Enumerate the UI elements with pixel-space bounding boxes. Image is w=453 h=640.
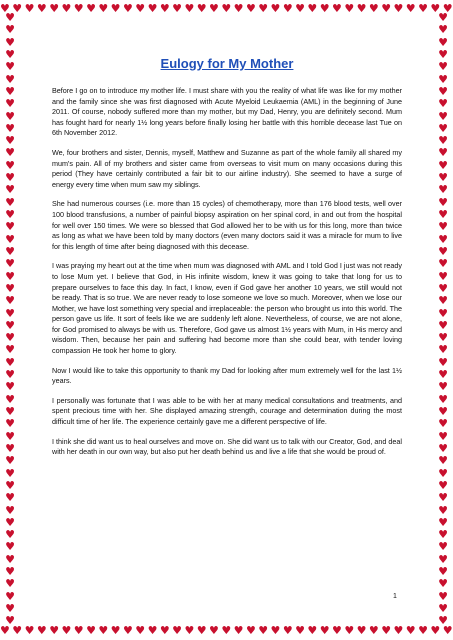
- heart-icon: ♥: [24, 624, 35, 637]
- heart-icon: ♥: [438, 60, 448, 74]
- heart-icon: ♥: [209, 624, 219, 637]
- heart-icon: ♥: [5, 12, 15, 24]
- heart-icon: ♥: [319, 624, 330, 637]
- heart-icon: ♥: [438, 417, 448, 431]
- heart-icon: ♥: [122, 624, 133, 637]
- heart-icon: ♥: [5, 478, 15, 492]
- heart-icon: ♥: [438, 208, 448, 221]
- paragraph-5: Now I would like to take this opportunity to thank my Dad for looking after mum extremely well for the last 1½ years.: [52, 365, 402, 386]
- heart-icon: ♥: [36, 624, 47, 637]
- heart-icon: ♥: [438, 540, 448, 554]
- heart-icon: ♥: [405, 2, 416, 15]
- heart-icon: ♥: [438, 146, 448, 160]
- heart-icon: ♥: [5, 244, 15, 258]
- heart-icon: ♥: [5, 257, 15, 271]
- heart-icon: ♥: [438, 171, 448, 185]
- heart-icon: ♥: [5, 72, 15, 86]
- heart-icon: ♥: [344, 624, 355, 637]
- paragraph-6: I personally was fortunate that I was able to be with her at many medical consultations and treatments, and spent precious time with her. She displayed amazing strength, courage and determination during the most difficult time of her life. The experience certainly gave me a different perspective of life.: [52, 395, 402, 427]
- heart-icon: ♥: [5, 589, 15, 603]
- heart-icon: ♥: [172, 624, 183, 637]
- heart-icon: ♥: [258, 624, 269, 637]
- heart-icon: ♥: [438, 158, 448, 172]
- heart-icon: ♥: [5, 47, 15, 61]
- heart-icon: ♥: [307, 624, 318, 637]
- heart-icon: ♥: [5, 171, 15, 185]
- heart-icon: ♥: [5, 109, 15, 123]
- heart-icon: ♥: [295, 624, 305, 637]
- heart-icon: ♥: [282, 2, 293, 15]
- heart-icon: ♥: [381, 2, 392, 15]
- heart-icon: ♥: [36, 2, 47, 15]
- heart-icon: ♥: [5, 232, 15, 246]
- heart-icon: ♥: [147, 624, 158, 637]
- heart-border-right: [436, 12, 450, 628]
- heart-icon: ♥: [245, 2, 256, 15]
- heart-icon: ♥: [418, 624, 428, 637]
- heart-icon: ♥: [368, 2, 379, 15]
- heart-icon: ♥: [438, 577, 448, 591]
- heart-icon: ♥: [5, 368, 15, 382]
- heart-icon: ♥: [438, 441, 448, 455]
- heart-icon: ♥: [0, 624, 10, 637]
- heart-icon: ♥: [438, 306, 448, 320]
- heart-icon: ♥: [5, 552, 15, 566]
- heart-icon: ♥: [430, 624, 441, 637]
- heart-icon: ♥: [368, 624, 379, 637]
- heart-icon: ♥: [344, 2, 355, 15]
- heart-icon: ♥: [418, 2, 428, 15]
- heart-icon: ♥: [159, 2, 170, 15]
- heart-icon: ♥: [405, 624, 416, 637]
- heart-icon: ♥: [438, 35, 448, 49]
- heart-icon: ♥: [12, 2, 23, 15]
- heart-icon: ♥: [61, 2, 72, 15]
- heart-icon: ♥: [438, 355, 448, 369]
- heart-icon: ♥: [5, 220, 15, 234]
- heart-icon: ♥: [438, 257, 448, 271]
- heart-icon: ♥: [438, 602, 448, 615]
- heart-border-top: [0, 2, 453, 16]
- heart-icon: ♥: [438, 294, 448, 308]
- document-body: [52, 22, 402, 617]
- heart-icon: ♥: [122, 2, 133, 15]
- heart-icon: ♥: [438, 281, 448, 295]
- heart-icon: ♥: [270, 2, 281, 15]
- heart-icon: ♥: [5, 331, 15, 345]
- paragraph-2: We, four brothers and sister, Dennis, myself, Matthew and Suzanne as part of the whole family all shared my mum's pain. All of my brothers and sister came from overseas to visit mum on many occasions during this period (They have certainly contributed a fair bit to our airline industry). She seemed to have a surge of energy every time when mum saw my siblings.: [52, 147, 402, 189]
- heart-icon: ♥: [172, 2, 183, 15]
- heart-icon: ♥: [245, 624, 256, 637]
- heart-icon: ♥: [381, 624, 392, 637]
- heart-icon: ♥: [5, 158, 15, 172]
- heart-icon: ♥: [86, 2, 96, 15]
- heart-icon: ♥: [5, 294, 15, 308]
- heart-icon: ♥: [5, 306, 15, 320]
- heart-icon: ♥: [5, 528, 15, 542]
- heart-icon: ♥: [5, 121, 15, 135]
- heart-icon: ♥: [233, 624, 244, 637]
- heart-icon: ♥: [98, 2, 109, 15]
- heart-icon: ♥: [5, 281, 15, 295]
- heart-icon: ♥: [438, 503, 448, 517]
- heart-icon: ♥: [332, 2, 342, 15]
- heart-icon: ♥: [438, 12, 448, 24]
- heart-icon: ♥: [184, 2, 195, 15]
- heart-icon: ♥: [438, 72, 448, 86]
- heart-icon: ♥: [438, 429, 448, 443]
- heart-icon: ♥: [159, 624, 170, 637]
- heart-icon: ♥: [5, 515, 15, 529]
- heart-icon: ♥: [196, 624, 207, 637]
- heart-icon: ♥: [209, 2, 219, 15]
- heart-icon: ♥: [0, 2, 10, 15]
- heart-icon: ♥: [5, 392, 15, 406]
- heart-icon: ♥: [438, 84, 448, 98]
- heart-icon: ♥: [282, 624, 293, 637]
- heart-icon: ♥: [5, 405, 15, 418]
- heart-icon: ♥: [5, 35, 15, 49]
- heart-icon: ♥: [438, 244, 448, 258]
- heart-icon: ♥: [438, 466, 448, 480]
- heart-icon: ♥: [319, 2, 330, 15]
- heart-icon: ♥: [5, 60, 15, 74]
- heart-icon: ♥: [5, 441, 15, 455]
- heart-icon: ♥: [438, 565, 448, 579]
- heart-icon: ♥: [24, 2, 35, 15]
- heart-icon: ♥: [196, 2, 207, 15]
- heart-icon: ♥: [258, 2, 269, 15]
- heart-icon: ♥: [5, 577, 15, 591]
- heart-icon: ♥: [110, 2, 121, 15]
- heart-icon: ♥: [438, 528, 448, 542]
- heart-icon: ♥: [438, 380, 448, 394]
- heart-icon: ♥: [233, 2, 244, 15]
- heart-icon: ♥: [393, 2, 404, 15]
- heart-icon: ♥: [5, 318, 15, 332]
- heart-icon: ♥: [438, 491, 448, 505]
- heart-icon: ♥: [5, 614, 15, 628]
- heart-icon: ♥: [356, 2, 367, 15]
- heart-icon: ♥: [5, 602, 15, 615]
- heart-icon: ♥: [438, 269, 448, 283]
- page-number: 1: [393, 593, 397, 600]
- heart-icon: ♥: [135, 624, 146, 637]
- heart-border-bottom: [0, 624, 453, 638]
- heart-icon: ♥: [438, 515, 448, 529]
- heart-icon: ♥: [5, 355, 15, 369]
- document-title: Eulogy for My Mother: [160, 56, 294, 71]
- heart-icon: ♥: [221, 2, 232, 15]
- heart-icon: ♥: [442, 624, 453, 637]
- heart-icon: ♥: [438, 23, 448, 37]
- heart-icon: ♥: [438, 97, 448, 111]
- heart-icon: ♥: [438, 47, 448, 61]
- heart-icon: ♥: [5, 417, 15, 431]
- heart-icon: ♥: [147, 2, 158, 15]
- heart-icon: ♥: [5, 503, 15, 517]
- heart-icon: ♥: [98, 624, 109, 637]
- heart-icon: ♥: [438, 405, 448, 418]
- heart-icon: ♥: [184, 624, 195, 637]
- heart-icon: ♥: [270, 624, 281, 637]
- heart-icon: ♥: [438, 220, 448, 234]
- heart-icon: ♥: [73, 624, 84, 637]
- heart-icon: ♥: [5, 466, 15, 480]
- heart-icon: ♥: [221, 624, 232, 637]
- heart-icon: ♥: [49, 2, 60, 15]
- heart-icon: ♥: [307, 2, 318, 15]
- heart-icon: ♥: [5, 491, 15, 505]
- heart-icon: ♥: [86, 624, 96, 637]
- heart-icon: ♥: [12, 624, 23, 637]
- paragraph-4: I was praying my heart out at the time when mum was diagnosed with AML and I told God I just was not ready to lose Mum yet. I believe that God, in His infinite wisdom, knew it was going to take that long for us to prepare ourselves to face this day. In fact, I know, even if God gave her another 10 years, we still would not be ready. That is so true. We are never ready to lose someone we love so much. Moreover, when we lose our Mother, we have lost something very special and irreplaceable: the person who brought us into this world. The person gave us life. It sort of feels like we are suddenly left alone. Nevertheless, of course, we are not alone, for God promised to always be with us. Therefore, God gave us almost 1½ years with Mum, in His mercy and wisdom. Then, because her pain and suffering had become more than she could bear, with tender loving compassion He took her home to glory.: [52, 261, 402, 356]
- heart-border-left: [3, 12, 17, 628]
- heart-icon: ♥: [356, 624, 367, 637]
- heart-icon: ♥: [295, 2, 305, 15]
- heart-icon: ♥: [135, 2, 146, 15]
- heart-icon: ♥: [5, 380, 15, 394]
- heart-icon: ♥: [438, 232, 448, 246]
- heart-icon: ♥: [5, 429, 15, 443]
- heart-icon: ♥: [438, 343, 448, 357]
- heart-icon: ♥: [5, 23, 15, 37]
- paragraph-3: She had numerous courses (i.e. more than 15 cycles) of chemotherapy, more than 176 blood tests, well over 100 blood transfusions, a number of painful biopsy aspiration on her spinal cord, in and out from the hospital for well over 150 times. We were so blessed that God allowed her to be with us for this long, more than twice as long as what we have been told by many doctors (even many doctors said it was a miracle for mum to live for this length of time after being diagnosed with this decease.: [52, 199, 402, 251]
- heart-icon: ♥: [438, 109, 448, 123]
- paragraph-1: Before I go on to introduce my mother life. I must share with you the reality of what life was like for my mother and the family since she was first diagnosed with Acute Myeloid Leukaemia (AML) in the beginning of June 2011. Of course, nobody suffered more than my mother, but my Dad, Henry, you are definitely second. Mum has fought hard for nearly 1½ long years before finally losing her battle with this horrible decease last Tue on 6th November 2012.: [52, 86, 402, 138]
- heart-icon: ♥: [110, 624, 121, 637]
- heart-icon: ♥: [73, 2, 84, 15]
- heart-icon: ♥: [49, 624, 60, 637]
- heart-icon: ♥: [5, 183, 15, 197]
- heart-icon: ♥: [438, 552, 448, 566]
- heart-icon: ♥: [5, 195, 15, 209]
- heart-icon: ♥: [438, 318, 448, 332]
- heart-icon: ♥: [5, 134, 15, 148]
- heart-icon: ♥: [438, 134, 448, 148]
- heart-icon: ♥: [438, 368, 448, 382]
- heart-icon: ♥: [442, 2, 453, 15]
- heart-icon: ♥: [5, 269, 15, 283]
- heart-icon: ♥: [438, 331, 448, 345]
- heart-icon: ♥: [438, 614, 448, 628]
- heart-icon: ♥: [5, 343, 15, 357]
- heart-icon: ♥: [5, 565, 15, 579]
- heart-icon: ♥: [61, 624, 72, 637]
- heart-icon: ♥: [5, 97, 15, 111]
- heart-icon: ♥: [438, 589, 448, 603]
- paragraph-7: I think she did want us to heal ourselves and move on. She did want us to talk with our Creator, God, and deal with her death in our own way, but also put her death behind us and live a life that she would be proud of.: [52, 436, 402, 457]
- heart-icon: ♥: [5, 208, 15, 221]
- heart-icon: ♥: [5, 84, 15, 98]
- heart-icon: ♥: [393, 624, 404, 637]
- heart-icon: ♥: [438, 195, 448, 209]
- heart-icon: ♥: [438, 478, 448, 492]
- heart-icon: ♥: [5, 540, 15, 554]
- heart-icon: ♥: [438, 454, 448, 468]
- heart-icon: ♥: [438, 183, 448, 197]
- heart-icon: ♥: [438, 392, 448, 406]
- heart-icon: ♥: [5, 146, 15, 160]
- heart-icon: ♥: [332, 624, 342, 637]
- heart-icon: ♥: [438, 121, 448, 135]
- heart-icon: ♥: [430, 2, 441, 15]
- heart-icon: ♥: [5, 454, 15, 468]
